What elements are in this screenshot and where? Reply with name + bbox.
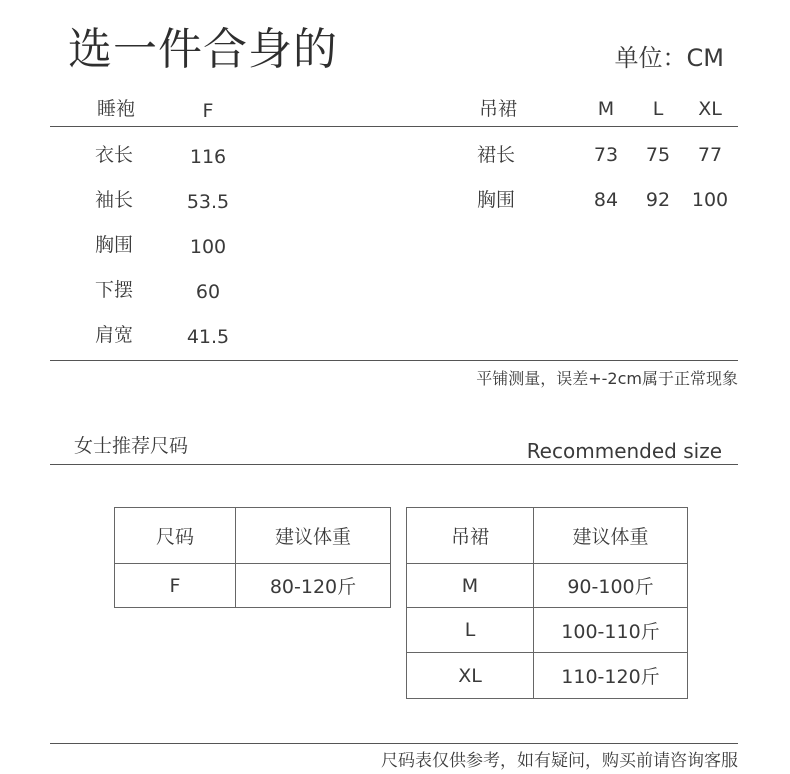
table-cell: M: [407, 564, 534, 608]
slip-size-l: L: [652, 98, 664, 120]
table-row: [407, 608, 688, 653]
nightgown-row-label: 袖长: [94, 189, 133, 211]
nightgown-header-name: 睡袍: [96, 98, 135, 120]
recommend-divider: [50, 464, 738, 465]
header-divider: [50, 126, 738, 127]
nightgown-row-label: 肩宽: [94, 324, 133, 346]
page-title: 选一件合身的: [68, 24, 338, 75]
nightgown-row-value: 60: [195, 281, 221, 303]
slip-row-value: 75: [645, 144, 671, 166]
slip-row-label: 裙长: [476, 144, 515, 166]
recommend-table-slip: [406, 507, 688, 699]
table-header-cell: 尺码: [115, 508, 236, 564]
measure-note: 平铺测量，误差+-2cm属于正常现象: [476, 369, 738, 388]
nightgown-row-value: 100: [189, 236, 227, 258]
slip-header-name: 吊裙: [478, 98, 517, 120]
footer-divider: [50, 743, 738, 744]
table-row: [115, 564, 391, 608]
nightgown-row-label: 下摆: [94, 279, 133, 301]
table-row: [407, 508, 688, 564]
nightgown-header-size: F: [202, 100, 214, 122]
table-cell: 110-120斤: [534, 653, 688, 699]
table-header-cell: 建议体重: [534, 508, 688, 564]
slip-row-value: 77: [697, 144, 723, 166]
slip-row-label: 胸围: [476, 189, 515, 211]
table-bottom-divider: [50, 360, 738, 361]
nightgown-row-value: 116: [189, 146, 227, 168]
nightgown-row-label: 衣长: [94, 144, 133, 166]
nightgown-row-value: 53.5: [186, 191, 230, 213]
table-cell: L: [407, 608, 534, 653]
slip-row-value: 73: [593, 144, 619, 166]
table-header-cell: 建议体重: [236, 508, 391, 564]
footer-note: 尺码表仅供参考，如有疑问，购买前请咨询客服: [381, 751, 738, 771]
table-row: [407, 653, 688, 699]
nightgown-row-value: 41.5: [186, 326, 230, 348]
table-row: [115, 508, 391, 564]
table-cell: F: [115, 564, 236, 608]
table-cell: 90-100斤: [534, 564, 688, 608]
table-header-cell: 吊裙: [407, 508, 534, 564]
recommend-subtitle: Recommended size: [526, 439, 722, 463]
table-cell: 100-110斤: [534, 608, 688, 653]
slip-size-xl: XL: [698, 98, 722, 120]
table-row: [407, 564, 688, 608]
nightgown-row-label: 胸围: [94, 234, 133, 256]
slip-row-value: 92: [645, 189, 671, 211]
table-cell: 80-120斤: [236, 564, 391, 608]
table-cell: XL: [407, 653, 534, 699]
slip-size-m: M: [597, 98, 615, 120]
unit-label: 单位：CM: [614, 44, 724, 72]
recommend-title: 女士推荐尺码: [74, 435, 189, 457]
slip-row-value: 84: [593, 189, 619, 211]
recommend-table-nightgown: [114, 507, 391, 608]
slip-row-value: 100: [691, 189, 729, 211]
